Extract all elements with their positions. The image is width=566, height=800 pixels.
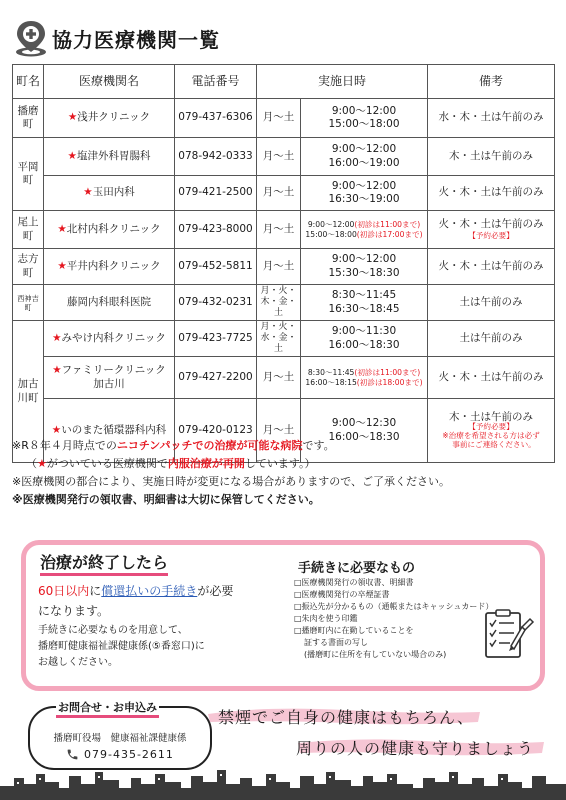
- medical-institutions-table: [12, 64, 555, 463]
- visit-instructions: 手続きに必要なものを用意して、 播磨町健康福祉課健康係(⑤番窓口)に お越しください。: [38, 625, 205, 668]
- days-cell: 月・火・ 木・金・土: [257, 285, 301, 321]
- map-pin-plus-icon: [14, 19, 48, 57]
- times-cell: 9:00～12:00 15:00～18:00: [301, 99, 428, 138]
- page-title: 協力医療機関一覧: [52, 27, 220, 52]
- institution-name: ★いのまた循環器科内科: [44, 399, 175, 463]
- days-cell: 月～土: [257, 399, 301, 463]
- times-cell: 9:00～12:00(初診は11:00まで) 15:00～18:00(初診は17:00まで): [301, 211, 428, 249]
- phone-cell: 079-423-8000: [175, 211, 257, 249]
- list-item: □播磨町内に在勤していることを: [294, 626, 414, 635]
- phone-cell: 079-423-7725: [175, 321, 257, 357]
- note-cell: 木・土は午前のみ: [428, 138, 555, 176]
- page-header: [14, 20, 220, 56]
- clipboard-checklist-icon: [478, 607, 536, 663]
- table-row: [13, 138, 555, 176]
- institution-name: ★みやけ内科クリニック: [44, 321, 175, 357]
- phone-cell: 079-420-0123: [175, 399, 257, 463]
- table-row: [13, 176, 555, 211]
- table-row: [13, 285, 555, 321]
- star-mark: ★: [52, 331, 62, 344]
- contact-box: [28, 701, 212, 770]
- times-cell: 8:30～11:45 16:30～18:45: [301, 285, 428, 321]
- town-cell: 尾上町: [13, 211, 44, 249]
- phone-cell: 079-437-6306: [175, 99, 257, 138]
- days-cell: 月～土: [257, 249, 301, 285]
- phone-icon: [66, 748, 79, 761]
- table-row: [13, 99, 555, 138]
- footnote-4: ※医療機関発行の領収書、明細書は大切に保管してください。: [12, 493, 320, 506]
- times-cell: 9:00～12:00 15:30～18:30: [301, 249, 428, 285]
- days-cell: 月～土: [257, 357, 301, 399]
- phone-cell: 079-452-5811: [175, 249, 257, 285]
- header-notes: 備考: [428, 65, 555, 99]
- table-row: [13, 211, 555, 249]
- phone-cell: 078-942-0333: [175, 138, 257, 176]
- days-cell: 月～土: [257, 211, 301, 249]
- header-phone: 電話番号: [175, 65, 257, 99]
- star-mark: ★: [83, 186, 93, 199]
- institution-name: ★浅井クリニック: [44, 99, 175, 138]
- days-cell: 月～土: [257, 176, 301, 211]
- list-item: □医療機関発行の卒煙証書: [294, 590, 390, 599]
- institution-name: ★北村内科クリニック: [44, 211, 175, 249]
- table-header-row: [13, 65, 555, 99]
- footnote-1: ※R８年４月時点でのニコチンパッチでの治療が可能な病院です。: [12, 439, 335, 452]
- note-cell: 土は午前のみ: [428, 285, 555, 321]
- after-treatment-title: 治療が終了したら: [40, 553, 168, 576]
- note-cell: 火・木・土は午前のみ: [428, 357, 555, 399]
- town-cell: 播磨町: [13, 99, 44, 138]
- contact-title: お問合せ・お申込み: [56, 701, 159, 718]
- header-name: 医療機関名: [44, 65, 175, 99]
- times-cell: 9:00～12:00 16:30～19:00: [301, 176, 428, 211]
- header-town: 町名: [13, 65, 44, 99]
- footnote-3: ※医療機関の都合により、実施日時が変更になる場合がありますので、ご了承ください。: [12, 475, 450, 488]
- table-row: [13, 357, 555, 399]
- procedure-box: [21, 540, 545, 691]
- days-cell: 月～土: [257, 138, 301, 176]
- times-cell: 9:00～12:30 16:00～18:30: [301, 399, 428, 463]
- contact-phone[interactable]: 079-435-2611: [66, 748, 174, 761]
- note-cell: 水・木・土は午前のみ: [428, 99, 555, 138]
- footnotes: [12, 437, 558, 509]
- star-mark: ★: [57, 259, 67, 272]
- contact-office: 播磨町役場 健康福祉課健康係: [53, 733, 187, 744]
- list-item: □振込先が分かるもの（通帳またはキャッシュカード）: [294, 602, 494, 611]
- phone-cell: 079-427-2200: [175, 357, 257, 399]
- phone-cell: 079-421-2500: [175, 176, 257, 211]
- header-schedule: 実施日時: [257, 65, 428, 99]
- list-item-sub: 証する書面の写し: [304, 638, 368, 647]
- footnote-2: （★がついている医療機関で内服治療が再開しています。）: [26, 457, 316, 470]
- institution-name: ★ファミリークリニック 加古川: [44, 357, 175, 399]
- town-cell: 志方町: [13, 249, 44, 285]
- slogan-line-2: 周りの人の健康も守りましょう: [296, 739, 535, 758]
- list-item: □朱肉を使う印鑑: [294, 614, 358, 623]
- times-cell: 8:30～11:45(初診は11:00まで) 16:00～18:15(初診は18:00まで): [301, 357, 428, 399]
- institution-name: ★玉田内科: [44, 176, 175, 211]
- note-cell: 火・木・土は午前のみ: [428, 249, 555, 285]
- list-item: □医療機関発行の領収書、明細書: [294, 578, 414, 587]
- town-cell: 西神吉町: [13, 285, 44, 321]
- institution-name: 藤岡内科眼科医院: [44, 285, 175, 321]
- star-mark: ★: [67, 111, 78, 124]
- requirements-list: [294, 577, 494, 661]
- requirements-title: 手続きに必要なもの: [298, 561, 416, 576]
- star-mark: ★: [67, 149, 77, 162]
- phone-cell: 079-432-0231: [175, 285, 257, 321]
- times-cell: 9:00～12:00 16:00～19:00: [301, 138, 428, 176]
- note-cell: 火・木・土は午前のみ: [428, 176, 555, 211]
- star-mark: ★: [57, 222, 67, 235]
- star-mark: ★: [51, 423, 62, 436]
- reimbursement-text: 60日以内に償還払いの手続きが必要 になります。: [38, 584, 234, 618]
- note-cell: 木・土は午前のみ 【予約必要】 ※治療を希望される方は必ず 事前にご連絡ください。: [428, 399, 555, 463]
- note-cell: 土は午前のみ: [428, 321, 555, 357]
- city-skyline-decoration: [0, 768, 566, 800]
- table-row: [13, 249, 555, 285]
- town-cell: 加古川町: [13, 321, 44, 463]
- star-mark: ★: [52, 364, 62, 377]
- days-cell: 月・火・ 水・金・土: [257, 321, 301, 357]
- days-cell: 月～土: [257, 99, 301, 138]
- town-cell: 平岡町: [13, 138, 44, 211]
- institution-name: ★平井内科クリニック: [44, 249, 175, 285]
- list-item-sub: (播磨町に住所を有していない場合のみ): [304, 650, 447, 659]
- table-row: [13, 321, 555, 357]
- times-cell: 9:00～11:30 16:00～18:30: [301, 321, 428, 357]
- institution-name: ★塩津外科胃腸科: [44, 138, 175, 176]
- note-cell: 火・木・土は午前のみ 【予約必要】: [428, 211, 555, 249]
- slogan-line-1: 禁煙でご自身の健康はもちろん、: [218, 708, 474, 727]
